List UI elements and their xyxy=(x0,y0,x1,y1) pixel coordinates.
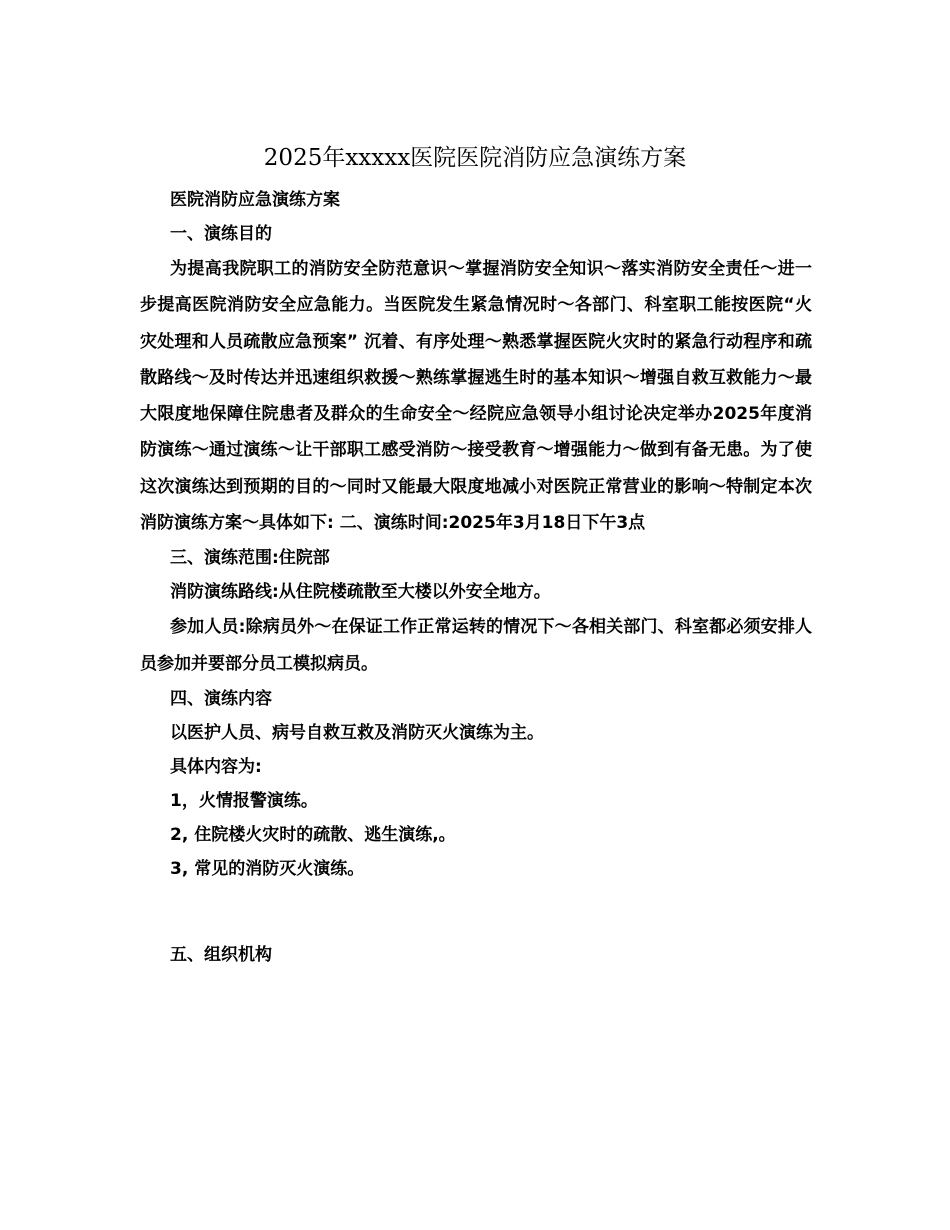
section-5-heading: 五、组织机构 xyxy=(170,944,272,965)
document-subtitle: 医院消防应急演练方案 xyxy=(170,190,340,210)
blank-spacer xyxy=(140,886,812,938)
section-3-heading: 三、演练范围:住院部 xyxy=(170,548,330,569)
content-intro: 以医护人员、病号自救互救及消防灭火演练为主。 xyxy=(170,722,544,743)
document-body xyxy=(140,183,812,972)
list-item: 3, 常见的消防灭火演练。 xyxy=(170,858,365,879)
section-4-heading: 四、演练内容 xyxy=(170,688,272,709)
list-item: 2, 住院楼火灾时的疏散、逃生演练,。 xyxy=(170,824,456,845)
section-1-body: 为提高我院职工的消防安全防范意识～掌握消防安全知识～落实消防安全责任～进一步提高医院消防安全应急能力。当医院发生紧急情况时～各部门、科室职工能按医院“火灾处理和人员疏散应急预案” 沉着、有序处理～熟悉掌握医院火灾时的紧急行动程序和疏散路线～及时传达并迅速组织救援～熟练掌握逃生时的基本知识～增强自救互救能力～最大限度地保障住院患者及群众的生命安全～经院应急领导小组讨论决定举办2025年度消防演练～通过演练～让干部职工感受消防～接受教育～增强能力～做到有备无患。为了使这次演练达到预期的目的～同时又能最大限度地减小对医院正常营业的影响～特制定本次消防演练方案～具体如下: 二、演练时间:2025年3月18日下午3点 xyxy=(140,259,812,534)
content-detail-label: 具体内容为: xyxy=(170,756,262,777)
list-item: 1，火情报警演练。 xyxy=(170,790,318,811)
drill-route: 消防演练路线:从住院楼疏散至大楼以外安全地方。 xyxy=(170,582,551,603)
drill-participants: 参加人员:除病员外～在保证工作正常运转的情况下～各相关部门、科室都必须安排人员参加并要部分员工模拟病员。 xyxy=(140,617,812,674)
document-title: 2025年xxxxx医院医院消防应急演练方案 xyxy=(263,145,687,171)
section-1-heading: 一、演练目的 xyxy=(170,224,272,244)
